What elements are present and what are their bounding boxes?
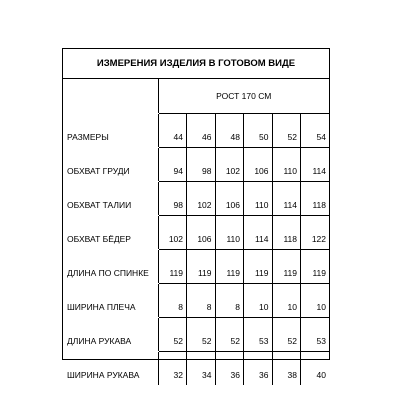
measurements-table-frame	[62, 48, 330, 380]
value-cell: 38	[272, 351, 301, 385]
table-row	[63, 317, 329, 351]
value-cell: 44	[158, 113, 187, 147]
value-cell: 8	[158, 283, 187, 317]
value-cell: 122	[301, 215, 330, 249]
table-row	[63, 351, 329, 385]
value-cell: 8	[215, 283, 244, 317]
value-cell: 10	[272, 283, 301, 317]
value-cell: 98	[158, 181, 187, 215]
value-cell: 119	[244, 249, 273, 283]
value-cell: 119	[158, 249, 187, 283]
value-cell: 118	[301, 181, 330, 215]
value-cell: 10	[301, 283, 330, 317]
table-row	[63, 147, 329, 181]
value-cell: 98	[187, 147, 216, 181]
table-title: ИЗМЕРЕНИЯ ИЗДЕЛИЯ В ГОТОВОМ ВИДЕ	[63, 49, 329, 79]
value-cell: 119	[187, 249, 216, 283]
header-blank-cell	[63, 79, 158, 113]
value-cell: 52	[272, 113, 301, 147]
value-cell: 106	[187, 215, 216, 249]
row-label: ДЛИНА ПО СПИНКЕ	[67, 267, 149, 278]
value-cell: 50	[244, 113, 273, 147]
value-cell: 114	[244, 215, 273, 249]
height-header-row	[63, 79, 329, 113]
value-cell: 46	[187, 113, 216, 147]
value-cell: 94	[158, 147, 187, 181]
value-cell: 106	[215, 181, 244, 215]
value-cell: 118	[272, 215, 301, 249]
value-cell: 36	[215, 351, 244, 385]
value-cell: 52	[272, 317, 301, 351]
value-cell: 48	[215, 113, 244, 147]
table-row	[63, 283, 329, 317]
row-label: ШИРИНА ПЛЕЧА	[67, 301, 136, 312]
value-cell: 110	[215, 215, 244, 249]
value-cell: 119	[215, 249, 244, 283]
table-row	[63, 215, 329, 249]
value-cell: 53	[301, 317, 330, 351]
value-cell: 36	[244, 351, 273, 385]
value-cell: 52	[158, 317, 187, 351]
table-row	[63, 181, 329, 215]
value-cell: 32	[158, 351, 187, 385]
value-cell: 114	[301, 147, 330, 181]
value-cell: 8	[187, 283, 216, 317]
row-label: ОБХВАТ БЁДЕР	[67, 233, 131, 244]
row-label: ОБХВАТ ГРУДИ	[67, 165, 130, 176]
value-cell: 102	[187, 181, 216, 215]
value-cell: 102	[215, 147, 244, 181]
row-label: ДЛИНА РУКАВА	[67, 335, 132, 346]
row-label: ШИРИНА РУКАВА	[67, 369, 140, 380]
row-label: ОБХВАТ ТАЛИИ	[67, 199, 132, 210]
value-cell: 110	[244, 181, 273, 215]
value-cell: 102	[158, 215, 187, 249]
height-label: РОСТ 170 СМ	[158, 79, 329, 113]
value-cell: 53	[244, 317, 273, 351]
value-cell: 54	[301, 113, 330, 147]
value-cell: 106	[244, 147, 273, 181]
table-row	[63, 249, 329, 283]
value-cell: 119	[301, 249, 330, 283]
table-row	[63, 113, 329, 147]
value-cell: 40	[301, 351, 330, 385]
size-chart-table	[63, 79, 329, 386]
value-cell: 52	[215, 317, 244, 351]
row-label: РАЗМЕРЫ	[67, 131, 109, 142]
value-cell: 119	[272, 249, 301, 283]
value-cell: 10	[244, 283, 273, 317]
value-cell: 34	[187, 351, 216, 385]
value-cell: 52	[187, 317, 216, 351]
value-cell: 110	[272, 147, 301, 181]
value-cell: 114	[272, 181, 301, 215]
